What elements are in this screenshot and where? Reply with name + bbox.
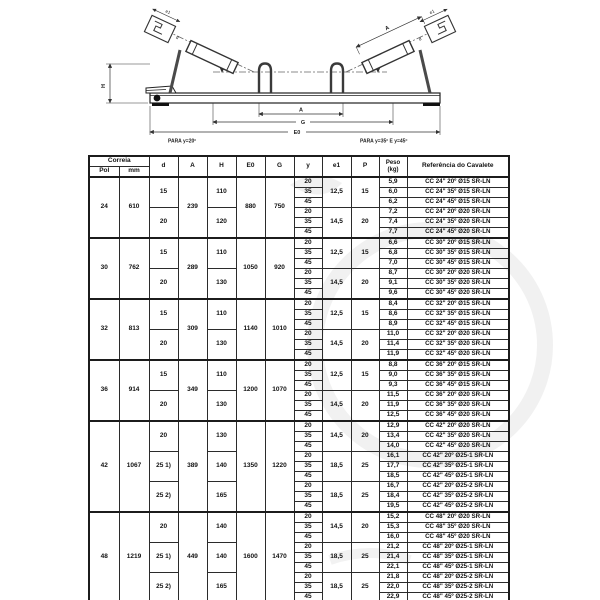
cell-p: 15	[351, 360, 379, 391]
cell-peso: 21,8	[379, 573, 407, 583]
cell-y: 45	[294, 259, 322, 269]
cell-referencia: CC 42" 45º Ø25-2 SR-LN	[407, 502, 509, 513]
left-bracket-detail	[143, 3, 189, 46]
cavalete-technical-drawing	[0, 0, 600, 153]
cell-peso: 8,6	[379, 310, 407, 320]
cell-peso: 17,7	[379, 462, 407, 472]
header-peso-word: Peso	[385, 160, 401, 167]
header-peso	[379, 156, 407, 177]
cell-y: 20	[294, 299, 322, 310]
cell-y: 45	[294, 381, 322, 391]
cell-referencia: CC 32" 35º Ø15 SR-LN	[407, 310, 509, 320]
cell-y: 20	[294, 543, 322, 553]
cell-peso: 6,0	[379, 188, 407, 198]
cell-e1: 18,5	[322, 573, 351, 600]
cell-peso: 15,2	[379, 512, 407, 523]
header-e0: E0	[236, 156, 265, 177]
cell-e1: 12,5	[322, 177, 351, 208]
cell-peso: 19,5	[379, 502, 407, 513]
cell-d: 15	[149, 360, 178, 391]
left-detail-e1-label: e1	[164, 8, 172, 16]
cell-h: 110	[207, 177, 236, 208]
cell-referencia: CC 30" 20º Ø15 SR-LN	[407, 238, 509, 249]
cell-peso: 9,0	[379, 371, 407, 381]
header-a: A	[178, 156, 207, 177]
cell-pol: 24	[89, 177, 119, 238]
table-row	[89, 391, 509, 401]
cell-referencia: CC 42" 45º Ø25-1 SR-LN	[407, 472, 509, 482]
cell-referencia: CC 48" 35º Ø25-2 SR-LN	[407, 583, 509, 593]
cell-referencia: CC 32" 45º Ø15 SR-LN	[407, 320, 509, 330]
cell-p: 25	[351, 482, 379, 513]
cell-y: 35	[294, 523, 322, 533]
right-wing-arm	[420, 50, 430, 93]
cell-y: 35	[294, 340, 322, 350]
cell-peso: 6,2	[379, 198, 407, 208]
right-bracket-detail	[410, 3, 458, 47]
cell-referencia: CC 30" 45º Ø20 SR-LN	[407, 289, 509, 300]
header-g: G	[265, 156, 294, 177]
cell-y: 20	[294, 208, 322, 218]
table-row	[89, 482, 509, 492]
cell-peso: 16,0	[379, 533, 407, 543]
cell-peso: 8,9	[379, 320, 407, 330]
cell-peso: 22,9	[379, 593, 407, 600]
header-correia: Correia	[89, 156, 149, 167]
cell-peso: 9,3	[379, 381, 407, 391]
cell-e1: 18,5	[322, 452, 351, 482]
cell-referencia: CC 42" 20º Ø25-1 SR-LN	[407, 452, 509, 462]
cell-y: 45	[294, 533, 322, 543]
cell-y: 45	[294, 350, 322, 361]
cell-peso: 6,8	[379, 249, 407, 259]
dimension-A	[259, 108, 343, 115]
cell-a: 309	[178, 299, 207, 360]
cell-peso: 7,2	[379, 208, 407, 218]
cell-e0: 880	[236, 177, 265, 238]
cell-referencia: CC 48" 45º Ø25-1 SR-LN	[407, 563, 509, 573]
cell-e1: 14,5	[322, 330, 351, 361]
right-detail-e1-label: e1	[428, 8, 436, 16]
cell-peso: 16,1	[379, 452, 407, 462]
cell-e1: 12,5	[322, 360, 351, 391]
header-e1: e1	[322, 156, 351, 177]
header-referencia: Referência do Cavalete	[407, 156, 509, 177]
cell-y: 35	[294, 310, 322, 320]
cell-e0: 1050	[236, 238, 265, 299]
cell-referencia: CC 32" 45º Ø20 SR-LN	[407, 350, 509, 361]
cell-p: 25	[351, 573, 379, 600]
cell-p: 15	[351, 299, 379, 330]
cell-y: 35	[294, 188, 322, 198]
cell-y: 35	[294, 432, 322, 442]
cell-g: 1010	[265, 299, 294, 360]
cell-y: 35	[294, 553, 322, 563]
cell-peso: 18,5	[379, 472, 407, 482]
center-bracket-left	[259, 64, 271, 94]
dimension-G	[213, 120, 393, 126]
incline-a-label: A	[384, 25, 391, 33]
cell-y: 45	[294, 563, 322, 573]
cell-referencia: CC 30" 45º Ø15 SR-LN	[407, 259, 509, 269]
cell-peso: 12,9	[379, 421, 407, 432]
table-row	[89, 421, 509, 432]
cell-p: 20	[351, 421, 379, 452]
cell-peso: 11,9	[379, 350, 407, 361]
cell-referencia: CC 30" 35º Ø20 SR-LN	[407, 279, 509, 289]
cell-y: 45	[294, 411, 322, 422]
cell-referencia: CC 36" 20º Ø20 SR-LN	[407, 391, 509, 401]
cell-y: 20	[294, 482, 322, 492]
cell-referencia: CC 42" 20º Ø25-2 SR-LN	[407, 482, 509, 492]
cell-e0: 1200	[236, 360, 265, 421]
cell-a: 239	[178, 177, 207, 238]
cell-referencia: CC 48" 45º Ø20 SR-LN	[407, 533, 509, 543]
cell-p: 20	[351, 512, 379, 543]
cell-referencia: CC 42" 35º Ø25-2 SR-LN	[407, 492, 509, 502]
cell-peso: 11,4	[379, 340, 407, 350]
cell-e1: 18,5	[322, 482, 351, 513]
cell-a: 289	[178, 238, 207, 299]
table-row	[89, 177, 509, 188]
cell-h: 130	[207, 269, 236, 300]
cell-referencia: CC 36" 20º Ø15 SR-LN	[407, 360, 509, 371]
cell-mm: 813	[119, 299, 149, 360]
cell-d: 25 1)	[149, 452, 178, 482]
cell-referencia: CC 30" 35º Ø15 SR-LN	[407, 249, 509, 259]
table-row	[89, 269, 509, 279]
cell-referencia: CC 32" 35º Ø20 SR-LN	[407, 340, 509, 350]
right-side-roller	[362, 41, 414, 74]
table-row	[89, 573, 509, 583]
cell-y: 35	[294, 371, 322, 381]
cell-referencia: CC 24" 45º Ø20 SR-LN	[407, 228, 509, 239]
cell-referencia: CC 24" 35º Ø20 SR-LN	[407, 218, 509, 228]
cell-h: 140	[207, 452, 236, 482]
cell-e1: 14,5	[322, 512, 351, 543]
cell-peso: 11,5	[379, 391, 407, 401]
cell-h: 130	[207, 330, 236, 361]
cell-h: 130	[207, 391, 236, 422]
dimension-H	[101, 64, 150, 103]
cell-pol: 48	[89, 512, 119, 600]
cell-e1: 14,5	[322, 391, 351, 422]
table-row	[89, 208, 509, 218]
table-row	[89, 452, 509, 462]
cavalete-table-body	[89, 177, 509, 600]
cell-y: 45	[294, 228, 322, 239]
cell-peso: 18,4	[379, 492, 407, 502]
cell-y: 35	[294, 492, 322, 502]
e0-label: E0	[293, 130, 301, 136]
cell-e0: 1600	[236, 512, 265, 600]
cell-peso: 5,9	[379, 177, 407, 188]
cell-peso: 11,0	[379, 330, 407, 340]
cell-h: 165	[207, 573, 236, 600]
cell-g: 1070	[265, 360, 294, 421]
cell-y: 45	[294, 593, 322, 600]
cell-mm: 1067	[119, 421, 149, 512]
header-d: d	[149, 156, 178, 177]
cell-h: 120	[207, 208, 236, 239]
cell-d: 20	[149, 421, 178, 452]
cell-a: 449	[178, 512, 207, 600]
cell-e1: 14,5	[322, 208, 351, 239]
cell-referencia: CC 48" 20º Ø25-2 SR-LN	[407, 573, 509, 583]
cell-peso: 13,4	[379, 432, 407, 442]
cell-y: 35	[294, 249, 322, 259]
cell-referencia: CC 36" 45º Ø15 SR-LN	[407, 381, 509, 391]
cell-p: 20	[351, 208, 379, 239]
cell-peso: 7,0	[379, 259, 407, 269]
cell-d: 20	[149, 269, 178, 300]
table-row	[89, 238, 509, 249]
cell-g: 1470	[265, 512, 294, 600]
cell-y: 20	[294, 573, 322, 583]
cavalete-spec-table	[88, 155, 510, 600]
header-pol: Pol	[89, 167, 119, 178]
a-label: A	[299, 107, 303, 114]
cell-g: 1220	[265, 421, 294, 512]
left-detail-d-label: d	[175, 34, 180, 41]
cell-referencia: CC 36" 45º Ø20 SR-LN	[407, 411, 509, 422]
cell-e1: 12,5	[322, 238, 351, 269]
cell-y: 20	[294, 391, 322, 401]
cell-d: 15	[149, 299, 178, 330]
cell-d: 20	[149, 330, 178, 361]
cell-mm: 762	[119, 238, 149, 299]
cell-referencia: CC 42" 35º Ø20 SR-LN	[407, 432, 509, 442]
cell-referencia: CC 42" 35º Ø25-1 SR-LN	[407, 462, 509, 472]
cell-d: 20	[149, 208, 178, 239]
cell-referencia: CC 24" 35º Ø15 SR-LN	[407, 188, 509, 198]
cell-referencia: CC 24" 20º Ø15 SR-LN	[407, 177, 509, 188]
cell-y: 20	[294, 452, 322, 462]
cell-y: 35	[294, 462, 322, 472]
cell-referencia: CC 32" 20º Ø15 SR-LN	[407, 299, 509, 310]
cell-e1: 18,5	[322, 543, 351, 573]
left-side-roller	[186, 41, 238, 74]
g-label: G	[300, 120, 306, 126]
header-peso-unit: (kg)	[387, 166, 399, 173]
center-bracket-right	[331, 64, 343, 94]
cell-peso: 8,7	[379, 269, 407, 279]
cell-y: 35	[294, 218, 322, 228]
cell-y: 45	[294, 198, 322, 208]
header-p: P	[351, 156, 379, 177]
cell-peso: 8,4	[379, 299, 407, 310]
header-h: H	[207, 156, 236, 177]
cell-p: 20	[351, 391, 379, 422]
spec-table-container	[88, 155, 510, 600]
cell-referencia: CC 36" 35º Ø15 SR-LN	[407, 371, 509, 381]
cell-p: 25	[351, 452, 379, 482]
cell-p: 25	[351, 543, 379, 573]
table-header	[89, 156, 509, 177]
cell-y: 35	[294, 279, 322, 289]
cell-d: 15	[149, 177, 178, 208]
cell-peso: 7,7	[379, 228, 407, 239]
cell-pol: 30	[89, 238, 119, 299]
cell-peso: 11,9	[379, 401, 407, 411]
cell-mm: 610	[119, 177, 149, 238]
dimension-E0	[150, 130, 440, 136]
left-wing-arm	[170, 50, 180, 93]
cell-d: 20	[149, 391, 178, 422]
incline-dimension-A	[353, 11, 424, 55]
cell-y: 45	[294, 289, 322, 300]
cell-pol: 42	[89, 421, 119, 512]
cell-e1: 12,5	[322, 299, 351, 330]
cell-h: 140	[207, 543, 236, 573]
cell-h: 110	[207, 360, 236, 391]
cell-referencia: CC 30" 20º Ø20 SR-LN	[407, 269, 509, 279]
cell-peso: 14,0	[379, 442, 407, 452]
cell-y: 20	[294, 360, 322, 371]
right-detail-d-label: d	[417, 36, 423, 42]
cell-e0: 1140	[236, 299, 265, 360]
cell-peso: 7,4	[379, 218, 407, 228]
table-row	[89, 543, 509, 553]
cell-referencia: CC 42" 45º Ø20 SR-LN	[407, 442, 509, 452]
cell-peso: 15,3	[379, 523, 407, 533]
cell-referencia: CC 32" 20º Ø20 SR-LN	[407, 330, 509, 340]
cell-p: 20	[351, 269, 379, 300]
cell-d: 25 2)	[149, 573, 178, 600]
cell-g: 750	[265, 177, 294, 238]
cell-h: 140	[207, 512, 236, 543]
cell-d: 25 2)	[149, 482, 178, 513]
cell-h: 110	[207, 238, 236, 269]
cell-p: 15	[351, 177, 379, 208]
cell-y: 20	[294, 512, 322, 523]
cell-peso: 6,6	[379, 238, 407, 249]
cell-y: 20	[294, 421, 322, 432]
cell-y: 45	[294, 442, 322, 452]
cell-y: 45	[294, 472, 322, 482]
cell-e0: 1350	[236, 421, 265, 512]
cell-y: 35	[294, 583, 322, 593]
cell-pol: 36	[89, 360, 119, 421]
cell-h: 110	[207, 299, 236, 330]
cell-d: 25 1)	[149, 543, 178, 573]
table-row	[89, 512, 509, 523]
cell-a: 389	[178, 421, 207, 512]
cell-peso: 21,2	[379, 543, 407, 553]
cell-h: 165	[207, 482, 236, 513]
table-row	[89, 330, 509, 340]
cell-peso: 12,5	[379, 411, 407, 422]
cell-peso: 22,0	[379, 583, 407, 593]
cell-referencia: CC 48" 35º Ø20 SR-LN	[407, 523, 509, 533]
cell-p: 15	[351, 238, 379, 269]
cell-h: 130	[207, 421, 236, 452]
cell-referencia: CC 24" 45º Ø15 SR-LN	[407, 198, 509, 208]
cell-peso: 9,1	[379, 279, 407, 289]
cell-p: 20	[351, 330, 379, 361]
cell-referencia: CC 36" 35º Ø20 SR-LN	[407, 401, 509, 411]
table-row	[89, 360, 509, 371]
cell-peso: 8,8	[379, 360, 407, 371]
table-row	[89, 299, 509, 310]
cell-peso: 9,6	[379, 289, 407, 300]
cell-referencia: CC 48" 20º Ø25-1 SR-LN	[407, 543, 509, 553]
header-y: y	[294, 156, 322, 177]
cell-y: 45	[294, 320, 322, 330]
header-mm: mm	[119, 167, 149, 178]
cell-referencia: CC 24" 20º Ø20 SR-LN	[407, 208, 509, 218]
cell-d: 20	[149, 512, 178, 543]
cell-e1: 14,5	[322, 421, 351, 452]
para-left-label: PARA y=20º	[168, 138, 197, 145]
cell-referencia: CC 48" 20º Ø20 SR-LN	[407, 512, 509, 523]
cell-peso: 22,1	[379, 563, 407, 573]
cell-mm: 914	[119, 360, 149, 421]
base-beam	[150, 93, 440, 106]
cell-a: 349	[178, 360, 207, 421]
cell-referencia: CC 42" 20º Ø20 SR-LN	[407, 421, 509, 432]
cell-referencia: CC 48" 45º Ø25-2 SR-LN	[407, 593, 509, 600]
cell-mm: 1219	[119, 512, 149, 600]
cell-y: 20	[294, 269, 322, 279]
cell-e1: 14,5	[322, 269, 351, 300]
cell-y: 45	[294, 502, 322, 513]
cell-peso: 21,4	[379, 553, 407, 563]
cell-y: 20	[294, 330, 322, 340]
cell-y: 35	[294, 401, 322, 411]
cell-y: 20	[294, 238, 322, 249]
cell-y: 20	[294, 177, 322, 188]
cell-g: 920	[265, 238, 294, 299]
h-label: H	[101, 84, 107, 88]
para-right-label: PARA y=35º E y=45º	[360, 138, 408, 145]
cell-d: 15	[149, 238, 178, 269]
cell-peso: 16,7	[379, 482, 407, 492]
cell-pol: 32	[89, 299, 119, 360]
cell-referencia: CC 48" 35º Ø25-1 SR-LN	[407, 553, 509, 563]
